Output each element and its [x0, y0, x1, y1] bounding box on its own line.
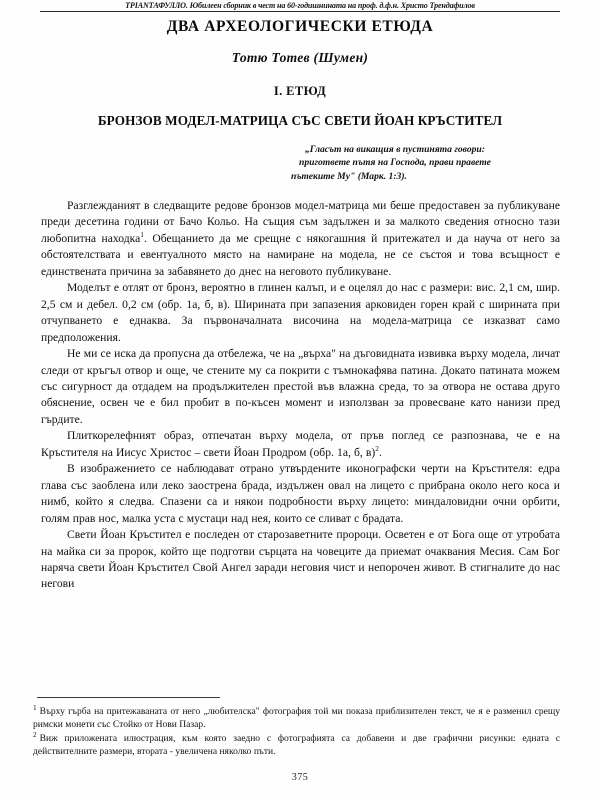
epigraph — [291, 143, 559, 183]
footnote-ref-1[interactable]: 1 — [140, 230, 144, 240]
body-text — [41, 198, 560, 593]
paragraph-4-text-b: . — [379, 445, 382, 459]
author-line: Тотю Тотев (Шумен) — [231, 50, 369, 65]
paragraph-1-text-b: . Обещанието да ме срещне с някогашния й притежател и да науча от него за обстоятелствата и евентуалното място на намиране на модела, не се състоя и това всъщност е единствената причина за забавянето до днес на неговото публикуване. — [41, 231, 560, 278]
footnote-separator — [37, 697, 220, 698]
footnote-1 — [33, 705, 560, 732]
page-title: ДВА АРХЕОЛОГИЧЕСКИ ЕТЮДА — [166, 18, 434, 35]
footnote-1-text: Върху гърба на притежаваната от него „любителска" фотография той ми показа приблизителен текст, че я е разменил срещу римски монети със Стойко от Нови Пазар. — [33, 706, 560, 731]
paragraph-1-text-a: Разглежданият в следващите редове бронзов модел-матрица ми беше предоставен за публикуване преди десетина години от Бачо Кольо. На същия съм задължен и за малкото сведения относно тази любопитна находка — [41, 199, 560, 245]
footnote-1-number: 1 — [33, 703, 37, 712]
paragraph-3: Не ми се иска да пропусна да отбележа, че на „върха" на дъговидната извивка върху модела, личат следи от кръгъл отвор и още, че стените му са покрити с тъмнокафява патина. Докато патината можем със сигурност да отдадем на продължителен престой във влажна среда, то за отвора не остава друго обяснение, освен че е бил пробит в по-късен момент и използван за провесване като нанизи пред гърдите. — [41, 347, 560, 426]
paragraph-4 — [41, 428, 560, 461]
footnote-2 — [33, 732, 560, 759]
section-title: БРОНЗОВ МОДЕЛ-МАТРИЦА СЪС СВЕТИ ЙОАН КРЪСТИТЕЛ — [97, 113, 503, 128]
paragraph-6: Свети Йоан Кръстител е последен от старозаветните пророци. Осветен е от Бога още от утробата на майка си за пророк, който ще подготви сърцата на човеците да приемат очаквания Месия. Сам Бог наряча свети Йоан Кръстител Свой Ангел заради неговия чист и непорочен живот. В стигналите до нас негови — [41, 528, 560, 591]
epigraph-line-3: пътеките Му" (Марк. 1:3). — [291, 170, 407, 182]
paragraph-2: Моделът е отлят от бронз, вероятно в глинен калъп, и е оцелял до нас с размери: вис. 2,1 см, шир. 2,5 см и дебел. 0,2 см (обр. 1а, б, в). Ширината при запазения арковиден горен край с ширината при отчупването е еднаква. За първоначалната височина на модела-матрица се изказват само предположения. — [41, 281, 560, 344]
running-head: ТРIАNTАФУЛЛО. Юбилеен сборник в чест на 60-годишнината на проф. д.ф.н. Христо Трендафилов — [40, 1, 560, 12]
epigraph-line-1: „Гласът на викащия в пустинята говори: — [305, 144, 485, 155]
footnotes — [33, 705, 560, 759]
paragraph-5: В изображението се наблюдават отрано утвърдените иконографски черти на Кръстителя: едра глава със заоблена или леко заострена брада, издължен овал на лицето с прибрана около него коса и нимб, който я следва. Спазени са и някои подробности върху лицето: миндаловидни очни орбити, голям прав нос, малка уста с мустаци над нея, които се сливат с брадата. — [41, 462, 560, 525]
etude-label: I. ЕТЮД — [273, 84, 327, 98]
paragraph-4-text-a: Плиткорелефният образ, отпечатан върху модела, от пръв поглед се разпознава, че е на Кръстителя на Иисус Христос – свети Йоан Продром (обр. 1а, б, в) — [41, 429, 560, 459]
paragraph-1 — [41, 198, 560, 280]
page-number: 375 — [291, 772, 309, 783]
footnote-2-number: 2 — [33, 730, 37, 739]
footnote-2-text: Виж приложената илюстрация, към която заедно с фотографията са добавени и две графични рисунки: едната с действителните размери, втората - увеличена няколко пъти. — [33, 732, 560, 758]
epigraph-line-2: пригответе пътя на Господа, прави правете — [299, 157, 491, 169]
footnote-ref-2[interactable]: 2 — [375, 443, 379, 453]
